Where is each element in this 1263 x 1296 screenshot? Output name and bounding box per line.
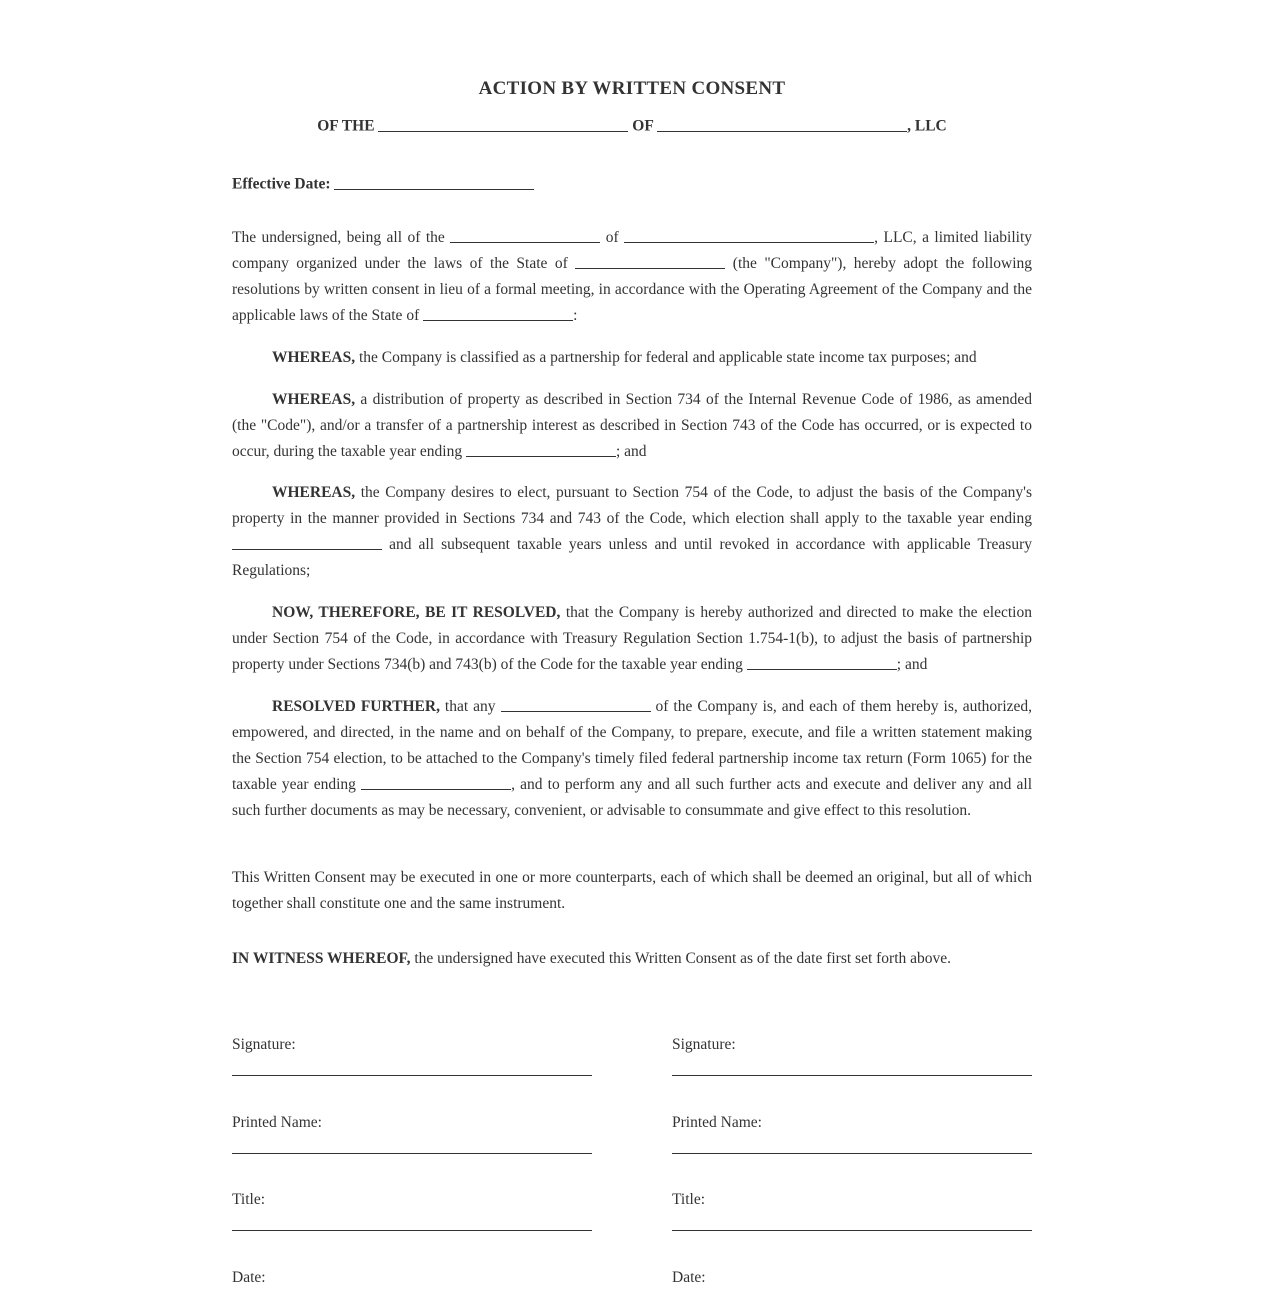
printed-name-line[interactable] bbox=[672, 1153, 1032, 1154]
whereas-text-end: and all subsequent taxable years unless and until revoked in accordance with applicable Treasury Regulations; bbox=[232, 536, 1032, 579]
subtitle-prefix: OF THE bbox=[317, 117, 375, 135]
company-name-blank[interactable] bbox=[657, 115, 907, 132]
whereas-heading: WHEREAS, bbox=[272, 349, 356, 366]
title-line[interactable] bbox=[672, 1230, 1032, 1231]
resolved-year-blank[interactable] bbox=[747, 654, 897, 671]
printed-name-label: Printed Name: bbox=[672, 1114, 762, 1131]
intro-text-3: , LLC, a limited liability company organized under the laws of the State of bbox=[232, 229, 1033, 272]
witness-paragraph bbox=[232, 946, 1032, 972]
whereas-text: the Company desires to elect, pursuant to Section 754 of the Code, to adjust the basis of the Company's property in the manner provided in Sections 734 and 743 of the Code, which election shall apply to the taxable year ending bbox=[232, 484, 1032, 527]
signature-line[interactable] bbox=[232, 1075, 592, 1076]
intro-text-4: (the "Company"), hereby adopt the following resolutions by written consent in lieu of a formal meeting, in accordance with the Operating Agreement of the Company and the applicable laws of the State of bbox=[232, 255, 1033, 324]
effective-date-label: Effective Date: bbox=[232, 175, 331, 193]
counterparts-paragraph: This Written Consent may be executed in one or more counterparts, each of which shall be deemed an original, but all of which together shall constitute one and the same instrument. bbox=[232, 869, 1032, 912]
intro-paragraph bbox=[232, 225, 1032, 329]
document-title: ACTION BY WRITTEN CONSENT bbox=[478, 78, 786, 99]
subtitle-suffix: , LLC bbox=[907, 117, 947, 135]
election-year-blank[interactable] bbox=[232, 534, 382, 551]
signature-label: Signature: bbox=[232, 1036, 296, 1053]
signature-line[interactable] bbox=[672, 1075, 1032, 1076]
llc-name-blank[interactable] bbox=[624, 227, 874, 244]
resolved-text-end: ; and bbox=[896, 656, 928, 673]
officer-title-blank[interactable] bbox=[501, 696, 651, 713]
title-line[interactable] bbox=[232, 1230, 592, 1231]
whereas-classification bbox=[232, 345, 1032, 371]
resolved-text: that the Company is hereby authorized and directed to make the election under Section 754 of the Code, in accordance with Treasury Regulation Section 1.754-1(b), to adjust the basis of partnership property under Sections 734(b) and 743(b) of the Code for the taxable year ending bbox=[232, 604, 1032, 673]
date-label: Date: bbox=[232, 1269, 266, 1286]
witness-heading: IN WITNESS WHEREOF, bbox=[232, 950, 411, 967]
whereas-text: a distribution of property as described in Section 734 of the Internal Revenue Code of 1986, as amended (the "Code"), and/or a transfer of a partnership interest as described in Section 743 of the Code has occurred, or is expected to occur, during the taxable year ending bbox=[232, 391, 1032, 460]
whereas-election bbox=[232, 480, 1032, 584]
whereas-text: the Company is classified as a partnership for federal and applicable state income tax purposes; and bbox=[355, 349, 977, 366]
governing-state-blank[interactable] bbox=[423, 305, 573, 322]
intro-text-2: of bbox=[605, 229, 619, 246]
resolved-further-heading: RESOLVED FURTHER, bbox=[272, 698, 440, 715]
printed-name-label: Printed Name: bbox=[232, 1114, 322, 1131]
document-subtitle bbox=[232, 114, 1032, 136]
state-of-organization-blank[interactable] bbox=[575, 253, 725, 270]
whereas-heading: WHEREAS, bbox=[272, 484, 356, 501]
resolved-further-text-3: , and to perform any and all such further acts and execute and deliver any and all such further documents as may be necessary, convenient, or advisable to consummate and give effect to this resolution. bbox=[232, 776, 1033, 819]
resolved-heading: NOW, THEREFORE, BE IT RESOLVED, bbox=[272, 604, 561, 621]
return-year-blank[interactable] bbox=[361, 774, 511, 791]
whereas-heading: WHEREAS, bbox=[272, 391, 356, 408]
printed-name-line[interactable] bbox=[232, 1153, 592, 1154]
whereas-text-end: ; and bbox=[615, 443, 647, 460]
taxable-year-blank[interactable] bbox=[466, 441, 616, 458]
resolved-further bbox=[232, 694, 1032, 824]
intro-text-1: The undersigned, being all of the bbox=[232, 229, 445, 246]
date-label: Date: bbox=[672, 1269, 706, 1286]
resolved-further-text-2: of the Company is, and each of them hereby is, authorized, empowered, and directed, in the name and on behalf of the Company, to prepare, execute, and file a written statement making the Section 754 election, to be attached to the Company's timely filed federal partnership income tax return (Form 1065) for the taxable year ending bbox=[232, 698, 1033, 793]
witness-text: the undersigned have executed this Written Consent as of the date first set forth above. bbox=[410, 950, 952, 967]
signature-label: Signature: bbox=[672, 1036, 736, 1053]
effective-date-blank[interactable] bbox=[334, 173, 534, 190]
subtitle-middle: OF bbox=[632, 117, 654, 135]
resolved-election bbox=[232, 600, 1032, 678]
intro-text-5: : bbox=[573, 307, 578, 324]
title-label: Title: bbox=[232, 1191, 266, 1208]
resolved-further-text-1: that any bbox=[439, 698, 496, 715]
effective-date bbox=[232, 172, 534, 194]
whereas-distribution bbox=[232, 387, 1032, 465]
member-role-blank[interactable] bbox=[450, 227, 600, 244]
title-label: Title: bbox=[672, 1191, 706, 1208]
entity-role-blank[interactable] bbox=[378, 115, 628, 132]
